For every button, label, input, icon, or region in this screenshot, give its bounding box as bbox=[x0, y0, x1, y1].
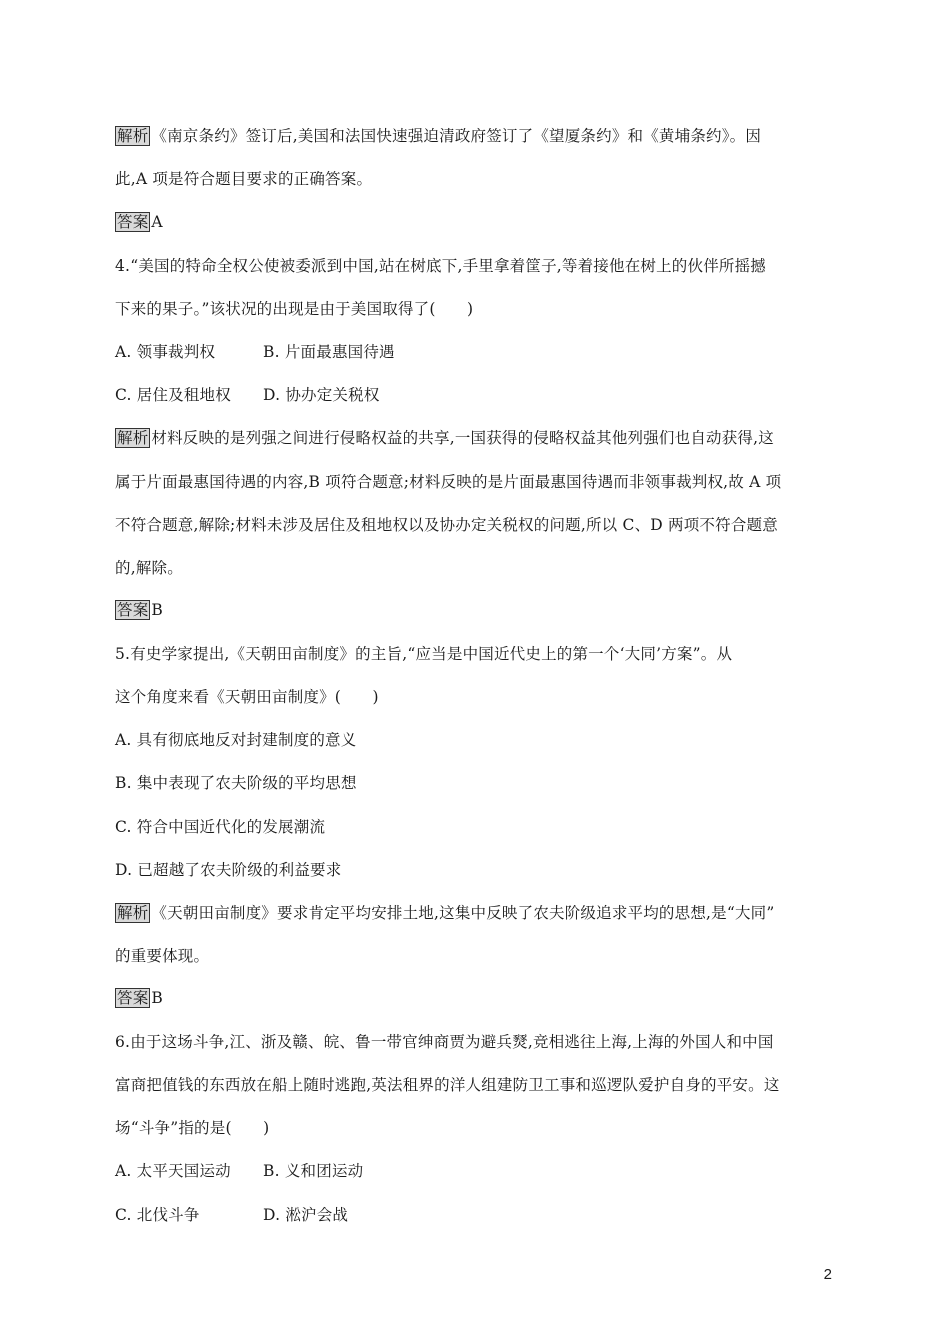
q6-option-b: B. 义和团运动 bbox=[263, 1162, 364, 1180]
q6-option-a: A. 太平天国运动 bbox=[115, 1162, 231, 1180]
q5-analysis-text-1: 《天朝田亩制度》要求肯定平均安排土地,这集中反映了农夫阶级追求平均的思想,是“大同” bbox=[151, 904, 775, 922]
q4-option-b: B. 片面最惠国待遇 bbox=[263, 343, 395, 361]
q6-stem-3: 场“斗争”指的是( ) bbox=[115, 1119, 270, 1137]
q4-analysis-text-2: 属于片面最惠国待遇的内容,B 项符合题意;材料反映的是片面最惠国待遇而非领事裁判权,故 A 项 bbox=[115, 473, 782, 491]
q4-analysis-text-3: 不符合题意,解除;材料未涉及居住及租地权以及协办定关税权的问题,所以 C、D 两项不符合题意 bbox=[115, 516, 778, 534]
q5-option-d: D. 已超越了农夫阶级的利益要求 bbox=[115, 861, 342, 879]
q4-analysis-line bbox=[115, 428, 774, 448]
answer-tag: 答案 bbox=[117, 213, 149, 231]
q5-option-b: B. 集中表现了农夫阶级的平均思想 bbox=[115, 774, 357, 792]
q6-options-row-1 bbox=[115, 1161, 363, 1181]
q3-analysis-text-1: 《南京条约》签订后,美国和法国快速强迫清政府签订了《望厦条约》和《黄埔条约》。因 bbox=[151, 127, 762, 145]
analysis-tag: 解析 bbox=[117, 904, 149, 922]
q6-stem-1: 6.由于这场斗争,江、浙及赣、皖、鲁一带官绅商贾为避兵燹,竞相逃往上海,上海的外国人和中国 bbox=[115, 1033, 774, 1051]
q4-analysis-text-4: 的,解除。 bbox=[115, 559, 183, 577]
answer-tag: 答案 bbox=[117, 601, 149, 619]
q4-stem-2: 下来的果子。”该状况的出现是由于美国取得了( ) bbox=[115, 300, 474, 318]
answer-tag: 答案 bbox=[117, 989, 149, 1007]
q4-option-d: D. 协办定关税权 bbox=[263, 386, 380, 404]
analysis-tag: 解析 bbox=[117, 429, 149, 447]
q4-answer: B bbox=[151, 601, 163, 619]
q5-stem-2: 这个角度来看《天朝田亩制度》( ) bbox=[115, 688, 379, 706]
q6-options-row-2 bbox=[115, 1205, 348, 1225]
q3-answer: A bbox=[151, 213, 163, 231]
page-number: 2 bbox=[823, 1266, 832, 1283]
q5-option-a: A. 具有彻底地反对封建制度的意义 bbox=[115, 731, 357, 749]
q4-answer-line bbox=[115, 600, 163, 620]
q4-stem-1: 4.“美国的特命全权公使被委派到中国,站在树底下,手里拿着筐子,等着接他在树上的伙伴所摇撼 bbox=[115, 257, 766, 275]
q4-option-c: C. 居住及租地权 bbox=[115, 386, 231, 404]
q3-analysis-text-2: 此,A 项是符合题目要求的正确答案。 bbox=[115, 170, 373, 188]
q4-options-row-1 bbox=[115, 342, 395, 362]
q6-option-c: C. 北伐斗争 bbox=[115, 1206, 200, 1224]
q5-answer-line bbox=[115, 988, 163, 1008]
q6-option-d: D. 淞沪会战 bbox=[263, 1206, 349, 1224]
q5-analysis-line bbox=[115, 903, 775, 923]
q6-stem-2: 富商把值钱的东西放在船上随时逃跑,英法租界的洋人组建防卫工事和巡逻队爱护自身的平安。这 bbox=[115, 1076, 780, 1094]
q5-stem-1: 5.有史学家提出,《天朝田亩制度》的主旨,“应当是中国近代史上的第一个‘大同’方案”。从 bbox=[115, 645, 733, 663]
q5-option-c: C. 符合中国近代化的发展潮流 bbox=[115, 818, 326, 836]
analysis-tag: 解析 bbox=[117, 127, 149, 145]
q5-analysis-text-2: 的重要体现。 bbox=[115, 947, 210, 965]
q4-option-a: A. 领事裁判权 bbox=[115, 343, 216, 361]
q4-options-row-2 bbox=[115, 385, 380, 405]
q5-answer: B bbox=[151, 989, 163, 1007]
q3-analysis-line bbox=[115, 126, 761, 146]
q3-answer-line bbox=[115, 212, 163, 232]
q4-analysis-text-1: 材料反映的是列强之间进行侵略权益的共享,一国获得的侵略权益其他列强们也自动获得,这 bbox=[151, 429, 774, 447]
